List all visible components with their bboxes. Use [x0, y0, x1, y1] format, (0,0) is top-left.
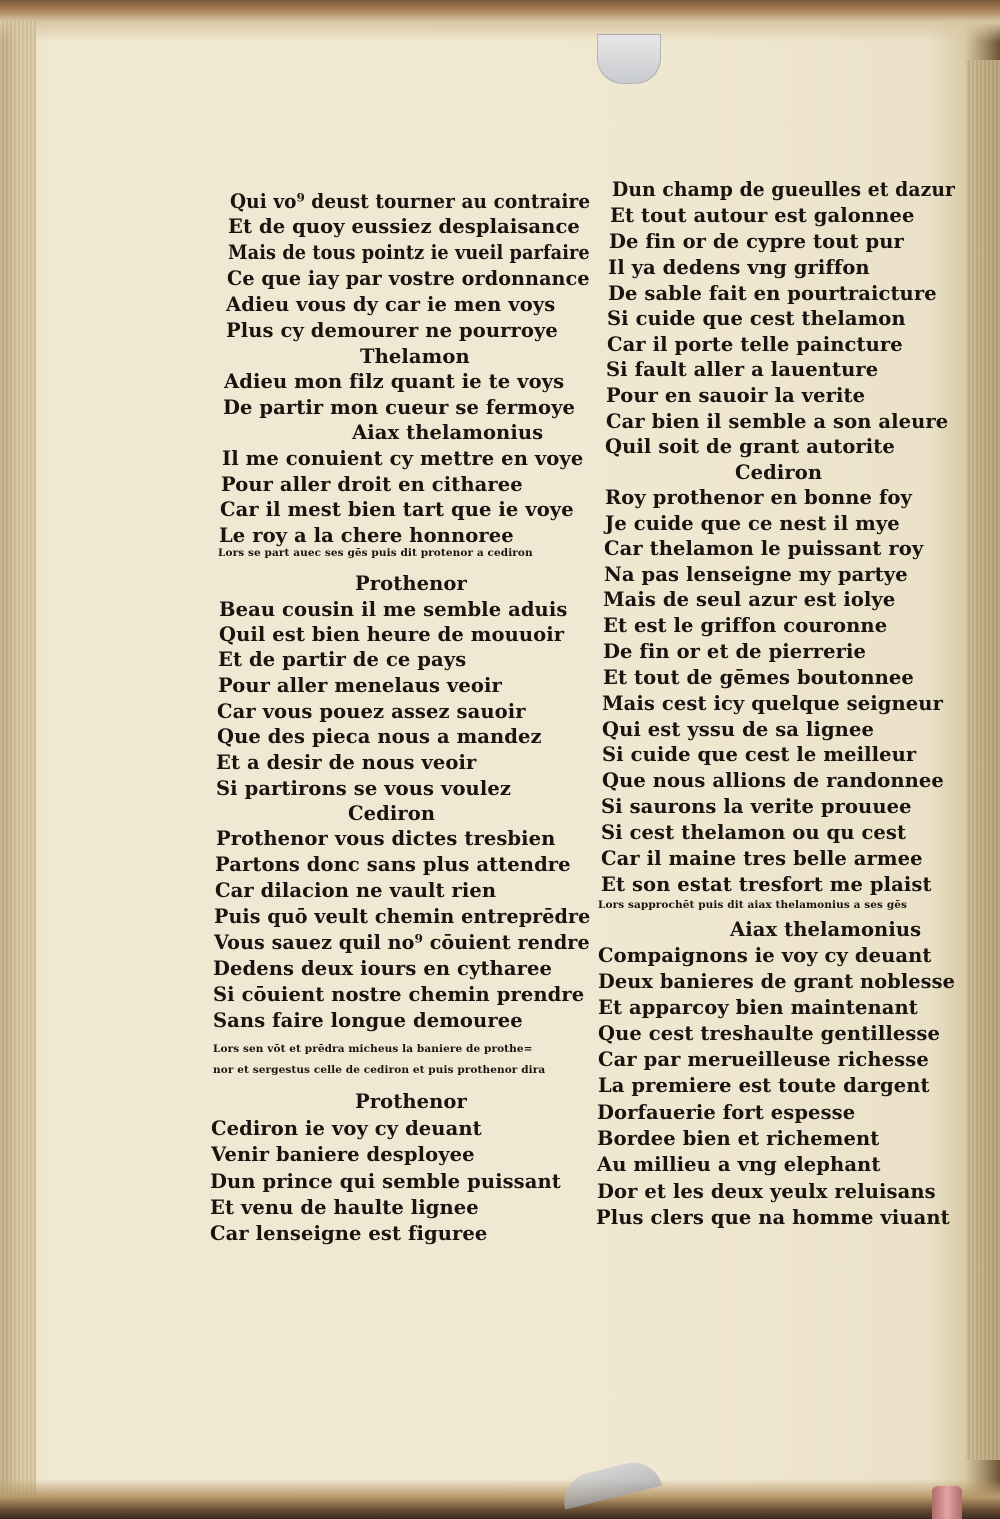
verse-line: Car il mest bien tart que ie voye [220, 498, 574, 521]
verse-line: Car bien il semble a son aleure [606, 410, 949, 433]
verse-line: Vous sauez quil no⁹ cōuient rendre [214, 931, 590, 954]
verse-line: Si fault aller a lauenture [606, 358, 879, 381]
verse-line: Car thelamon le puissant roy [604, 537, 924, 560]
verse-line: Mais cest icy quelque seigneur [602, 692, 943, 715]
verse-line: Je cuide que ce nest il mye [605, 512, 900, 535]
verse-line: Et son estat tresfort me plaist [601, 873, 932, 896]
verse-line: Partons donc sans plus attendre [215, 853, 571, 876]
verse-line: Si cōuient nostre chemin prendre [213, 983, 585, 1006]
verse-line: Pour aller droit en citharee [221, 473, 523, 496]
book-top-edge [0, 0, 1000, 42]
verse-line: Na pas lenseigne my partye [604, 563, 908, 586]
stage-direction: Lors sen vōt et prēdra micheus la baniere de prothe= [213, 1043, 533, 1055]
stage-direction: Lors se part auec ses gēs puis dit protenor a cediron [218, 547, 533, 559]
verse-line: Pour en sauoir la verite [606, 384, 866, 407]
verse-line: Roy prothenor en bonne foy [605, 486, 912, 509]
verse-line: Si partirons se vous voulez [216, 777, 512, 800]
verse-line: Dun prince qui semble puissant [210, 1170, 561, 1193]
verse-line: Beau cousin il me semble aduis [219, 598, 568, 621]
verse-line: Si cuide que cest le meilleur [602, 743, 917, 766]
verse-line: Qui vo⁹ deust tourner au contraire [230, 190, 591, 213]
verse-line: Deux banieres de grant noblesse [598, 970, 956, 993]
right-page-edges [966, 60, 1000, 1460]
verse-line: Au millieu a vng elephant [597, 1153, 881, 1176]
speaker-heading: Thelamon [360, 345, 470, 368]
left-page-edges [0, 20, 36, 1500]
verse-line: Et est le griffon couronne [603, 614, 888, 637]
verse-line: Adieu mon filz quant ie te voys [224, 370, 565, 393]
verse-line: Mais de tous pointz ie vueil parfaire [228, 241, 590, 264]
verse-line: Quil soit de grant autorite [605, 435, 895, 458]
verse-line: Car par merueilleuse richesse [598, 1048, 929, 1071]
verse-line: Si saurons la verite prouuee [601, 795, 912, 818]
verse-line: Que des pieca nous a mandez [217, 725, 542, 748]
speaker-heading: Cediron [735, 461, 823, 484]
speaker-heading: Aiax thelamonius [352, 421, 544, 444]
verse-line: De fin or de cypre tout pur [609, 230, 904, 253]
stage-direction: Lors sapprochēt puis dit aiax thelamonius a ses gēs [598, 899, 908, 911]
verse-line: Et apparcoy bien maintenant [598, 996, 918, 1019]
verse-line: Dedens deux iours en cytharee [213, 957, 552, 980]
verse-line: Et de quoy eussiez desplaisance [228, 215, 580, 238]
verse-line: Dun champ de gueulles et dazur [612, 178, 956, 201]
speaker-heading: Prothenor [355, 572, 467, 595]
verse-line: Puis quō veult chemin entreprēdre [214, 905, 591, 928]
verse-line: Sans faire longue demouree [213, 1009, 523, 1032]
verse-line: Car dilacion ne vault rien [215, 879, 497, 902]
verse-line: Qui est yssu de sa lignee [602, 718, 874, 741]
verse-line: Ce que iay par vostre ordonnance [227, 267, 590, 290]
verse-line: Bordee bien et richement [597, 1127, 880, 1150]
verse-line: Il me conuient cy mettre en voye [222, 447, 584, 470]
speaker-heading: Cediron [348, 802, 436, 825]
verse-line: Compaignons ie voy cy deuant [598, 944, 932, 967]
verse-line: Quil est bien heure de mouuoir [219, 623, 565, 646]
verse-line: Pour aller menelaus veoir [218, 674, 502, 697]
verse-line: Que nous allions de randonnee [602, 769, 944, 792]
verse-line: Mais de seul azur est iolye [603, 588, 896, 611]
verse-line: De fin or et de pierrerie [603, 640, 866, 663]
verse-line: Cediron ie voy cy deuant [211, 1117, 482, 1140]
verse-line: Car lenseigne est figuree [210, 1222, 488, 1245]
verse-line: Plus cy demourer ne pourroye [226, 319, 558, 342]
verse-line: Et tout de gēmes boutonnee [603, 666, 914, 689]
verse-line: Adieu vous dy car ie men voys [226, 293, 556, 316]
verse-line: Et venu de haulte lignee [210, 1196, 479, 1219]
speaker-heading: Aiax thelamonius [730, 918, 922, 941]
verse-line: Plus clers que na homme viuant [596, 1206, 950, 1229]
verse-line: Dorfauerie fort espesse [597, 1101, 856, 1124]
verse-line: Car vous pouez assez sauoir [217, 700, 526, 723]
verse-line: De sable fait en pourtraicture [608, 282, 937, 305]
verse-line: Que cest treshaulte gentillesse [598, 1022, 940, 1045]
verse-line: Si cuide que cest thelamon [607, 307, 906, 330]
verse-line: Si cest thelamon ou qu cest [601, 821, 907, 844]
speaker-heading: Prothenor [355, 1090, 467, 1113]
verse-line: Il ya dedens vng griffon [608, 256, 870, 279]
verse-line: Car il porte telle paincture [607, 333, 903, 356]
book-bottom-edge [0, 1479, 1000, 1519]
verse-line: Prothenor vous dictes tresbien [216, 827, 556, 850]
verse-line: De partir mon cueur se fermoye [223, 396, 576, 419]
verse-line: Car il maine tres belle armee [601, 847, 923, 870]
verse-line: Et de partir de ce pays [218, 648, 467, 671]
verse-line: La premiere est toute dargent [598, 1074, 930, 1097]
verse-line: Dor et les deux yeulx reluisans [597, 1180, 936, 1203]
verse-line: Et tout autour est galonnee [610, 204, 915, 227]
page-clip-top [597, 34, 661, 84]
verse-line: Le roy a la chere honnoree [219, 524, 514, 547]
verse-line: Venir baniere desployee [211, 1143, 475, 1166]
verse-line: Et a desir de nous veoir [216, 751, 477, 774]
stage-direction: nor et sergestus celle de cediron et puis prothenor dira [213, 1064, 546, 1076]
bookmark-ribbon [932, 1486, 962, 1519]
